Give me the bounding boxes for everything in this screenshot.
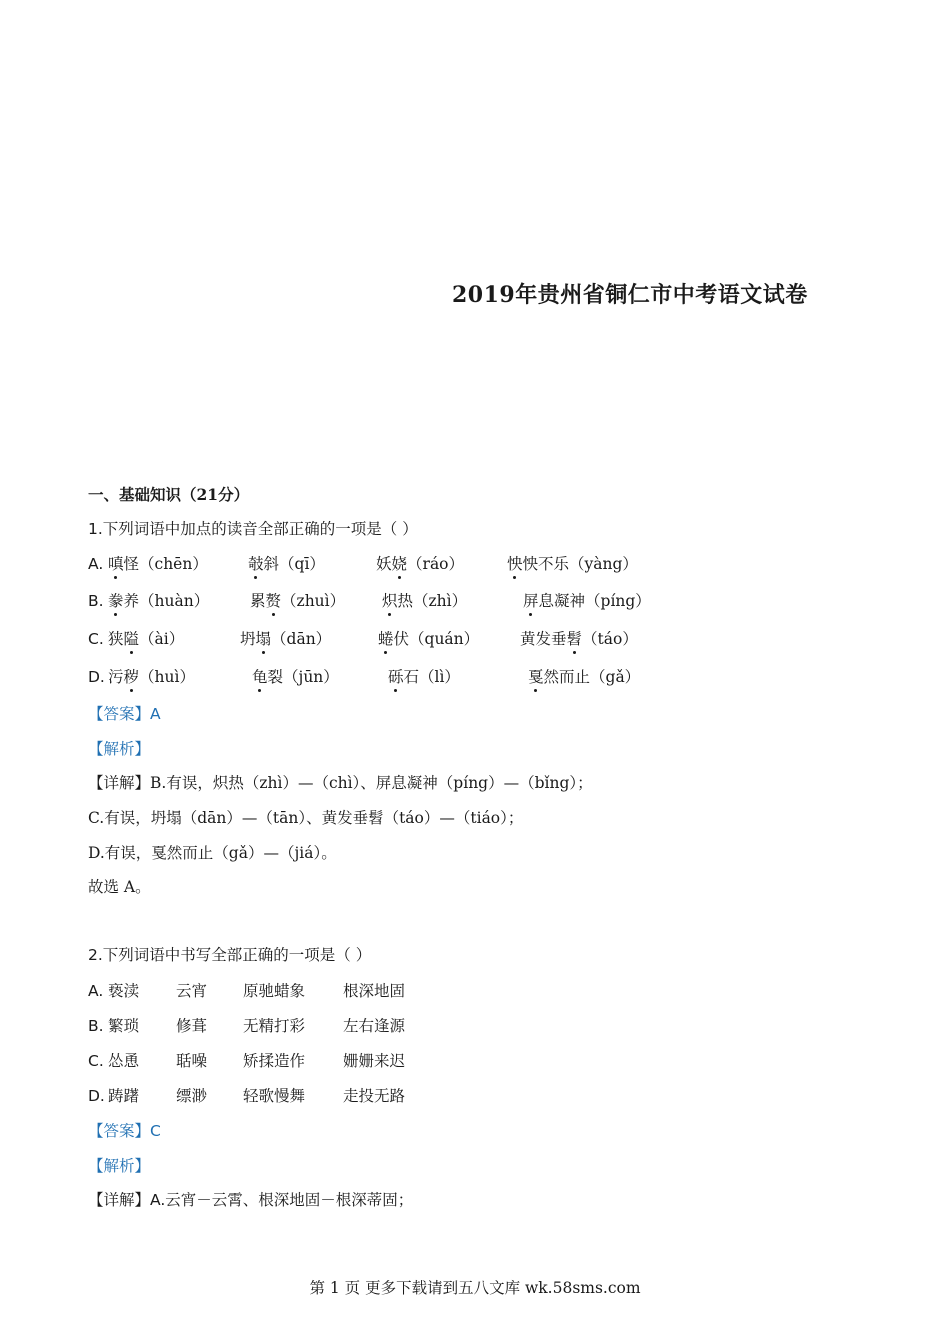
detail-tag: 【详解】 xyxy=(88,1191,151,1209)
option-word: 矫揉造作 xyxy=(243,1052,306,1070)
question-text: 下列词语中书写全部正确的一项是（ ） xyxy=(102,946,372,964)
item-pinyin: （huì） xyxy=(139,668,195,686)
item-pinyin: （ài） xyxy=(139,630,185,648)
dotted-char: 屏 xyxy=(523,592,539,610)
dotted-char: 赘 xyxy=(265,592,282,610)
item-pinyin: 热（zhì） xyxy=(397,592,468,610)
option-item xyxy=(523,590,651,612)
item-text: 狭 xyxy=(108,630,124,648)
dotted-char: 嗔 xyxy=(108,555,124,573)
option-item xyxy=(108,666,195,688)
item-pinyin: 然而止（gǎ） xyxy=(543,668,641,686)
dotted-char: 塌 xyxy=(255,630,272,648)
item-pinyin: 斜（qī） xyxy=(263,555,325,573)
option-word: 缥渺 xyxy=(176,1087,208,1105)
option-label: B. xyxy=(88,592,104,610)
dotted-char: 龟 xyxy=(252,668,268,686)
option-word: 无精打彩 xyxy=(243,1017,306,1035)
item-pinyin: （dān） xyxy=(271,630,332,648)
dotted-char: 隘 xyxy=(123,630,140,648)
item-pinyin: 息凝神（píng） xyxy=(538,592,651,610)
option-item xyxy=(528,666,640,688)
option-word: 根深地固 xyxy=(343,982,406,1000)
option-label: B. xyxy=(88,1017,104,1035)
section-heading: 一、基础知识（21分） xyxy=(88,485,250,504)
detail-line-2: C.有误，坍塌（dān）—（tān）、黄发垂髫（táo）—（tiáo）； xyxy=(88,809,524,827)
dotted-char: 娆 xyxy=(391,555,408,573)
option-label: A. xyxy=(88,555,104,573)
answer-value: A xyxy=(150,705,161,723)
dotted-char: 怏 xyxy=(507,555,523,573)
option-item xyxy=(108,590,209,612)
answer-line xyxy=(88,703,161,725)
dotted-char: 秽 xyxy=(123,668,140,686)
option-label: C. xyxy=(88,1052,104,1070)
item-text: 累 xyxy=(250,592,266,610)
dotted-char: 炽 xyxy=(382,592,398,610)
option-word: 原驰蜡象 xyxy=(243,982,306,1000)
item-text: 妖 xyxy=(376,555,392,573)
dotted-char: 攲 xyxy=(248,555,264,573)
answer-tag: 【答案】 xyxy=(88,705,151,723)
option-item xyxy=(520,628,638,650)
analysis-tag: 【解析】 xyxy=(88,740,151,758)
option-item xyxy=(248,553,325,575)
option-item xyxy=(108,628,184,650)
dotted-char: 髫 xyxy=(566,630,583,648)
answer-tag: 【答案】 xyxy=(88,1122,151,1140)
item-text: 坍 xyxy=(240,630,256,648)
question-number: 1. xyxy=(88,520,103,538)
answer-line xyxy=(88,1120,161,1142)
option-item xyxy=(382,590,467,612)
option-word: 走投无路 xyxy=(343,1087,406,1105)
page-title: 2019年贵州省铜仁市中考语文试卷 xyxy=(452,282,808,308)
option-item xyxy=(252,666,339,688)
item-pinyin: （ráo） xyxy=(407,555,465,573)
item-pinyin: 怏不乐（yàng） xyxy=(522,555,638,573)
option-item xyxy=(250,590,345,612)
dotted-char: 蜷 xyxy=(378,630,394,648)
item-pinyin: （zhuì） xyxy=(281,592,346,610)
option-label: C. xyxy=(88,630,104,648)
detail-tag: 【详解】 xyxy=(88,774,151,792)
detail-line-1 xyxy=(88,1189,413,1211)
dotted-char: 豢 xyxy=(108,592,124,610)
page-footer: 第 1 页 更多下载请到五八文库 wk.58sms.com xyxy=(309,1279,641,1297)
option-word: 姗姗来迟 xyxy=(343,1052,406,1070)
item-pinyin: 裂（jūn） xyxy=(267,668,339,686)
option-item xyxy=(240,628,331,650)
item-text: 污 xyxy=(108,668,124,686)
option-item xyxy=(378,628,479,650)
detail-line-3: D.有误，戛然而止（gǎ）—（jiá）。 xyxy=(88,844,337,862)
item-pinyin: 怪（chēn） xyxy=(123,555,208,573)
item-text: 黄发垂 xyxy=(520,630,567,648)
option-word: 亵渎 xyxy=(108,982,140,1000)
question-number: 2. xyxy=(88,946,103,964)
detail-label: A. xyxy=(150,1191,166,1209)
option-label: D. xyxy=(88,1087,105,1105)
option-word: 云宵 xyxy=(176,982,208,1000)
item-pinyin: 养（huàn） xyxy=(123,592,210,610)
detail-text: B.有误，炽热（zhì）—（chì）、屏息凝神（píng）—（bǐng）； xyxy=(150,774,593,792)
option-word: 聒噪 xyxy=(176,1052,208,1070)
detail-line-4: 故选 A。 xyxy=(88,878,151,896)
option-item xyxy=(507,553,638,575)
item-pinyin: 伏（quán） xyxy=(393,630,480,648)
option-label: D. xyxy=(88,668,105,686)
dotted-char: 砾 xyxy=(388,668,404,686)
option-word: 踌躇 xyxy=(108,1087,140,1105)
option-label: A. xyxy=(88,982,104,1000)
item-pinyin: 石（lì） xyxy=(403,668,460,686)
option-word: 繁琐 xyxy=(108,1017,140,1035)
analysis-tag: 【解析】 xyxy=(88,1157,151,1175)
option-item xyxy=(388,666,460,688)
option-word: 轻歌慢舞 xyxy=(243,1087,306,1105)
question-text: 下列词语中加点的读音全部正确的一项是（ ） xyxy=(102,520,418,538)
question-2-stem xyxy=(88,944,371,966)
detail-text: 云宵－云霄、根深地固－根深蒂固； xyxy=(165,1191,414,1209)
option-item xyxy=(376,553,464,575)
answer-value: C xyxy=(150,1122,161,1140)
question-1-stem xyxy=(88,518,418,540)
detail-line-1 xyxy=(88,772,593,794)
option-word: 左右逢源 xyxy=(343,1017,406,1035)
dotted-char: 戛 xyxy=(528,668,544,686)
item-pinyin: （táo） xyxy=(582,630,638,648)
option-word: 怂恿 xyxy=(108,1052,140,1070)
option-word: 修葺 xyxy=(176,1017,208,1035)
option-item xyxy=(108,553,208,575)
